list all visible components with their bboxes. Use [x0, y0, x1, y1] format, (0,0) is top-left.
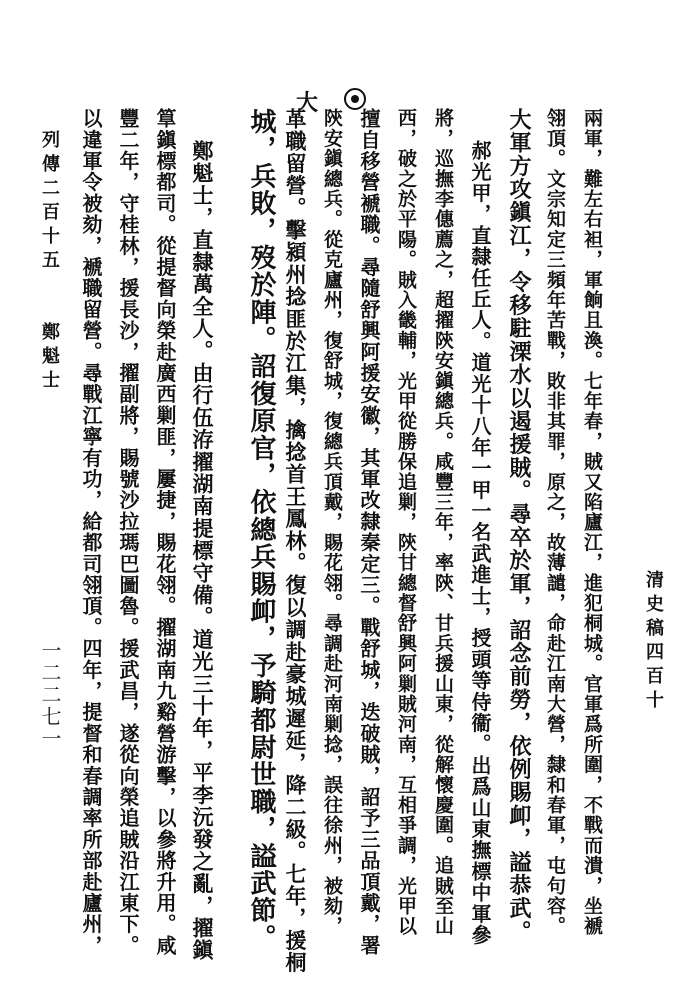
text-column-12: 筸鎭標都司。從提督向榮赴廣西剿匪，屢捷，賜花翎。擢湖南九谿營游擊，以參將升用。咸 — [153, 108, 177, 956]
scroll-mark: 大 — [296, 90, 319, 116]
biography-name: 鄭魁士 — [39, 322, 60, 394]
text-column-2: 翎頂。文宗知定三頻年苦戰，敗非其罪，原之，故薄譴，命赴江南大營，隸和春軍，屯句容。 — [544, 108, 566, 937]
text-column-6: 西，破之於平陽。賊入畿輔，光甲從勝保追剿，陝甘總督舒興阿剿賊河南，互相爭調，光甲以 — [395, 108, 417, 937]
text-column-11: 鄭魁士，直隸萬全人。由行伍洊擢湖南提標守備。道光三十年，平李沅發之亂，擢鎭 — [190, 140, 215, 962]
text-column-5: 將，巡撫李僡薦之，超擢陝安鎭總兵。咸豐三年，率陝、甘兵援山東，從解懷慶圍。追賊至山 — [432, 108, 454, 937]
text-column-13: 豐二年，守桂林，援長沙，擢副將，賜號沙拉瑪巴圖魯。援武昌，遂從向榮追賊沿江東下。 — [116, 108, 140, 956]
text-column-9: 革職留營。擊潁州捻匪於江集，擒捻首王鳳林。復以調赴豪城遲延，降二級。七年，援桐 — [283, 108, 308, 974]
text-column-4: 郝光甲，直隸任丘人。道光十八年一甲一名武進士，授頭等侍衞。出爲山東撫標中軍參 — [468, 140, 492, 946]
text-column-7: 擅自移營褫職。尋隨舒興阿援安徽，其軍改隸秦定三。戰舒城，迭破賊，詔予三品頂戴，署 — [357, 108, 381, 956]
text-column-14: 以違軍令被劾，褫職留營。尋戰江寧有功，給都司翎頂。四年，提督和春調率所部赴廬州， — [79, 108, 103, 956]
page-number: 一二二七一 — [38, 640, 62, 750]
text-column-8: 陝安鎭總兵。從克廬州，復舒城，復總兵頂戴，賜花翎。尋調赴河南剿捻，誤往徐州，被劾， — [321, 108, 343, 937]
running-title-main: 清史稿四百 — [643, 570, 664, 690]
running-title — [644, 570, 662, 714]
text-column-3: 大軍方攻鎭江，令移駐溧水以遏援賊。尋卒於軍，詔念前勞，依例賜卹，謚恭武。 — [506, 108, 532, 944]
text-column-1: 兩軍，難左右袒，軍餉且渙。七年春，賊又陷廬江，進犯桐城。官軍爲所圍，不戰而潰，坐褫 — [581, 108, 603, 937]
text-column-10: 城，兵敗，歿於陣。詔復原官，依總兵賜卹，予騎都尉世職，謚武節。 — [246, 108, 276, 952]
seal-icon — [344, 88, 366, 110]
section-label: 列傳二百十五 — [39, 130, 60, 274]
running-title-suffix: 十 — [643, 690, 664, 714]
